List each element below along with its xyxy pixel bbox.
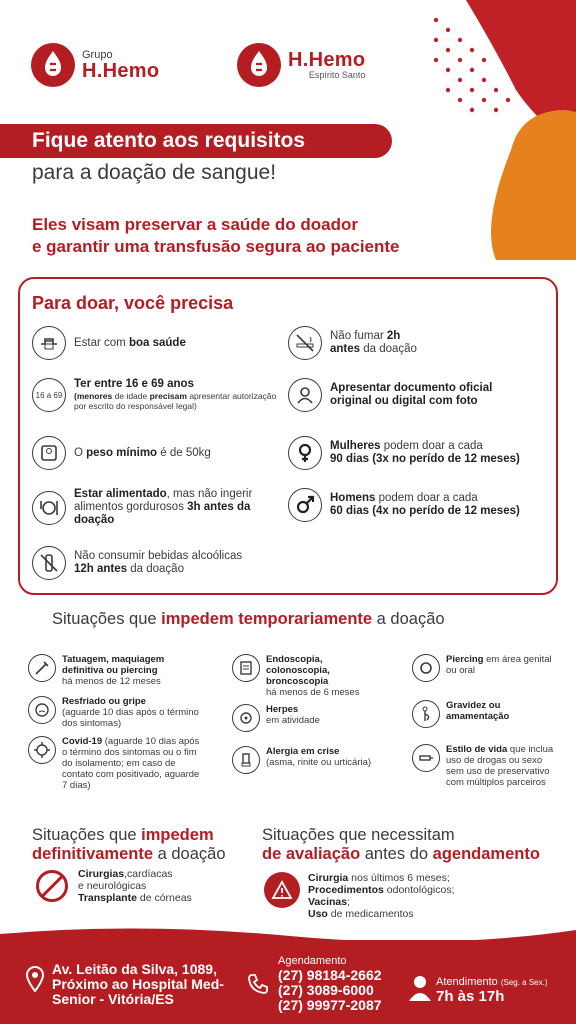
req-text: O bbox=[74, 446, 87, 459]
food-icon bbox=[32, 491, 66, 525]
req-text: é de 50kg bbox=[157, 446, 211, 459]
req-text-bold: peso mínimo bbox=[86, 446, 158, 459]
sit-bold: Resfriado ou gripe bbox=[62, 696, 146, 707]
sit-herpes bbox=[232, 704, 372, 732]
temporary-title-red: impedem temporariamente bbox=[161, 610, 373, 628]
req-nao-fumar bbox=[288, 326, 538, 360]
definitive-line2: e neurológicas bbox=[78, 880, 147, 892]
evaluation-l4: de medicamentos bbox=[327, 908, 414, 920]
address-line3: Senior - Vitória/ES bbox=[52, 991, 174, 1007]
definitive-line1-bold: Cirurgias bbox=[78, 868, 125, 880]
sit-note: há menos de 12 meses bbox=[62, 676, 161, 687]
evaluation-l2-bold: Procedimentos bbox=[308, 884, 384, 896]
sit-bold: Herpes bbox=[266, 704, 299, 715]
attendance-days: (Seg. a Sex.) bbox=[500, 978, 548, 987]
req-age-note-b2: precisam bbox=[149, 391, 187, 401]
req-text-bold: boa saúde bbox=[128, 336, 186, 349]
definitive-line3: de córneas bbox=[136, 892, 192, 904]
sit-gravidez bbox=[412, 700, 552, 728]
req-text: Não consumir bebidas alcoólicas bbox=[74, 550, 243, 562]
hhemo-logo-mark-icon bbox=[236, 42, 282, 88]
definitive-title-red2: definitivamente bbox=[32, 845, 154, 863]
warning-icon bbox=[264, 872, 300, 908]
hhemo-logo-mark-icon bbox=[30, 42, 76, 88]
sit-note: em atividade bbox=[266, 715, 320, 726]
sit-estilo-vida bbox=[412, 744, 557, 788]
definitive-item bbox=[36, 868, 192, 904]
evaluation-l2: odontológicos; bbox=[383, 884, 455, 896]
phone-3[interactable]: (27) 99977-2087 bbox=[278, 997, 382, 1013]
sit-alergia bbox=[232, 746, 372, 774]
sit-bold: Tatuagem, maquiagem definitiva ou piercing bbox=[62, 654, 165, 676]
sit-resfriado bbox=[28, 696, 208, 729]
piercing-ring-icon bbox=[412, 654, 440, 682]
sit-piercing bbox=[412, 654, 552, 682]
attendance-label bbox=[436, 976, 548, 988]
req-text-bold: Estar alimentado bbox=[74, 488, 167, 500]
tattoo-needle-icon bbox=[28, 654, 56, 682]
pregnancy-icon bbox=[412, 700, 440, 728]
logo-es-name: H.Hemo bbox=[288, 49, 366, 71]
req-text: da doação bbox=[360, 343, 417, 355]
logo-grupo-label: Grupo bbox=[82, 48, 113, 61]
evaluation-l1-bold: Cirurgia bbox=[308, 872, 349, 884]
sit-note: há menos de 6 meses bbox=[266, 687, 360, 698]
req-text-bold2: 3h antes da doação bbox=[74, 501, 251, 526]
definitive-title bbox=[32, 826, 226, 864]
req-text-bold: 12h antes bbox=[74, 563, 128, 575]
sit-endoscopia bbox=[232, 654, 382, 698]
definitive-line1: ,cardíacas bbox=[124, 868, 173, 880]
req-mulheres bbox=[288, 436, 548, 470]
syringe-icon bbox=[412, 744, 440, 772]
req-age-note-post: apresentar autorização por escrito do responsável legal) bbox=[74, 391, 277, 411]
sit-note: (aguarde 10 dias após o término dos sintomas) bbox=[62, 707, 199, 729]
definitive-line3-bold: Transplante bbox=[78, 892, 137, 904]
decorative-corner-shapes bbox=[426, 0, 576, 260]
req-text: , mas não ingerir alimentos gordurosos bbox=[74, 488, 253, 513]
sit-note: que inclua uso de drogas ou sexo sem uso de preservativo com múltiplos parceiros bbox=[446, 744, 554, 788]
phone-1[interactable]: (27) 98184-2662 bbox=[278, 967, 382, 983]
sit-note: (aguarde 10 dias após o término dos sintomas ou o fim do isolamento; em caso de contato com positivado, aguarde 7 dias) bbox=[62, 736, 200, 791]
phone-icon bbox=[246, 972, 270, 996]
req-text-bold: Homens bbox=[330, 492, 376, 504]
no-alcohol-icon bbox=[32, 546, 66, 580]
evaluation-title bbox=[262, 826, 540, 864]
requirements-title: Para doar, você precisa bbox=[32, 293, 234, 313]
no-smoking-icon bbox=[288, 326, 322, 360]
evaluation-title-line1: Situações que necessitam bbox=[262, 826, 455, 844]
req-text: podem doar a cada bbox=[380, 440, 483, 452]
sit-bold: Endoscopia, colonoscopia, broncoscopia bbox=[266, 654, 330, 687]
footer-address bbox=[52, 962, 224, 1007]
endoscopy-icon bbox=[232, 654, 260, 682]
prohibited-icon bbox=[36, 870, 68, 902]
male-icon bbox=[288, 488, 322, 522]
page-title: Fique atento aos requisitos bbox=[0, 124, 392, 158]
sit-bold: Covid-19 bbox=[62, 736, 103, 747]
sit-bold: Piercing bbox=[446, 654, 484, 665]
req-documento bbox=[288, 378, 498, 412]
logo-grupo-name: H.Hemo bbox=[82, 59, 160, 82]
req-age-bold: Ter entre 16 e 69 anos bbox=[74, 378, 194, 390]
virus-icon bbox=[28, 736, 56, 764]
phone-2[interactable]: (27) 3089-6000 bbox=[278, 982, 374, 998]
temporary-title-post: a doação bbox=[372, 610, 445, 628]
sit-tatuagem bbox=[28, 654, 208, 687]
req-text-bold2: 90 dias (3x no perído de 12 meses) bbox=[330, 453, 520, 465]
evaluation-l3-bold: Vacinas bbox=[308, 896, 348, 908]
definitive-title-pre: Situações que bbox=[32, 826, 142, 844]
inhaler-icon bbox=[232, 746, 260, 774]
address-line1: Av. Leitão da Silva, 1089, bbox=[52, 961, 217, 977]
evaluation-l1: nos últimos 6 meses; bbox=[348, 872, 450, 884]
evaluation-title-mid: antes do bbox=[360, 845, 433, 863]
sit-bold: Estilo de vida bbox=[446, 744, 508, 755]
req-text-bold2: 60 dias (4x no perído de 12 meses) bbox=[330, 505, 520, 517]
sit-note: em área genital ou oral bbox=[446, 654, 552, 676]
age-range-badge bbox=[32, 378, 66, 412]
sit-covid bbox=[28, 736, 203, 791]
req-text-bold: Mulheres bbox=[330, 440, 381, 452]
req-text: da doação bbox=[127, 563, 184, 575]
req-alimentado bbox=[32, 488, 282, 527]
definitive-title-post: a doação bbox=[153, 845, 226, 863]
req-text-bold: 2h bbox=[386, 330, 401, 342]
req-text: Não fumar bbox=[330, 330, 387, 342]
logo-grupo-hhemo bbox=[30, 42, 159, 88]
req-text: Estar com bbox=[74, 336, 129, 349]
page-subtitle bbox=[32, 214, 400, 258]
req-homens bbox=[288, 488, 548, 522]
person-id-icon bbox=[288, 378, 322, 412]
temporary-title-pre: Situações que bbox=[52, 610, 162, 628]
location-pin-icon bbox=[26, 966, 44, 992]
logo-es-sub: Espírito Santo bbox=[308, 70, 366, 80]
evaluation-title-red: de avaliação bbox=[262, 845, 361, 863]
schedule-label: Agendamento bbox=[278, 955, 347, 967]
req-idade bbox=[32, 378, 277, 412]
evaluation-title-red2: agendamento bbox=[432, 845, 540, 863]
evaluation-item bbox=[264, 872, 455, 920]
definitive-title-red: impedem bbox=[141, 826, 214, 844]
herpes-virus-icon bbox=[232, 704, 260, 732]
req-age-note-mid: de idade bbox=[112, 391, 150, 401]
attendance-text: Atendimento bbox=[436, 976, 498, 988]
temporary-title bbox=[52, 610, 445, 629]
page-title-line2: para a doação de sangue! bbox=[32, 161, 277, 184]
sit-bold: Gravidez ou amamentação bbox=[446, 700, 510, 722]
req-text-bold: Apresentar documento oficial original ou digital com foto bbox=[330, 382, 493, 407]
arm-muscle-icon bbox=[32, 326, 66, 360]
age-badge-text: 16 a 69 bbox=[35, 390, 63, 400]
sit-note: (asma, rinite ou urticária) bbox=[266, 757, 372, 768]
req-text-bold2: antes bbox=[330, 343, 361, 355]
logo-hhemo-es bbox=[236, 42, 365, 88]
subtitle-line1: Eles visam preservar a saúde do doador bbox=[32, 215, 358, 234]
req-alcool bbox=[32, 546, 277, 580]
req-age-note-b1: (menores bbox=[74, 391, 113, 401]
sick-face-icon bbox=[28, 696, 56, 724]
female-icon bbox=[288, 436, 322, 470]
scale-icon bbox=[32, 436, 66, 470]
address-line2: Próximo ao Hospital Med- bbox=[52, 976, 224, 992]
attendance-hours: 7h às 17h bbox=[436, 988, 505, 1005]
person-icon bbox=[408, 974, 432, 1002]
subtitle-line2: e garantir uma transfusão segura ao paciente bbox=[32, 237, 400, 256]
req-text: podem doar a cada bbox=[375, 492, 478, 504]
req-peso bbox=[32, 436, 272, 470]
req-boa-saude bbox=[32, 326, 272, 360]
evaluation-l3: ; bbox=[347, 896, 351, 908]
evaluation-l4-bold: Uso bbox=[308, 908, 328, 920]
sit-bold: Alergia em crise bbox=[266, 746, 340, 757]
